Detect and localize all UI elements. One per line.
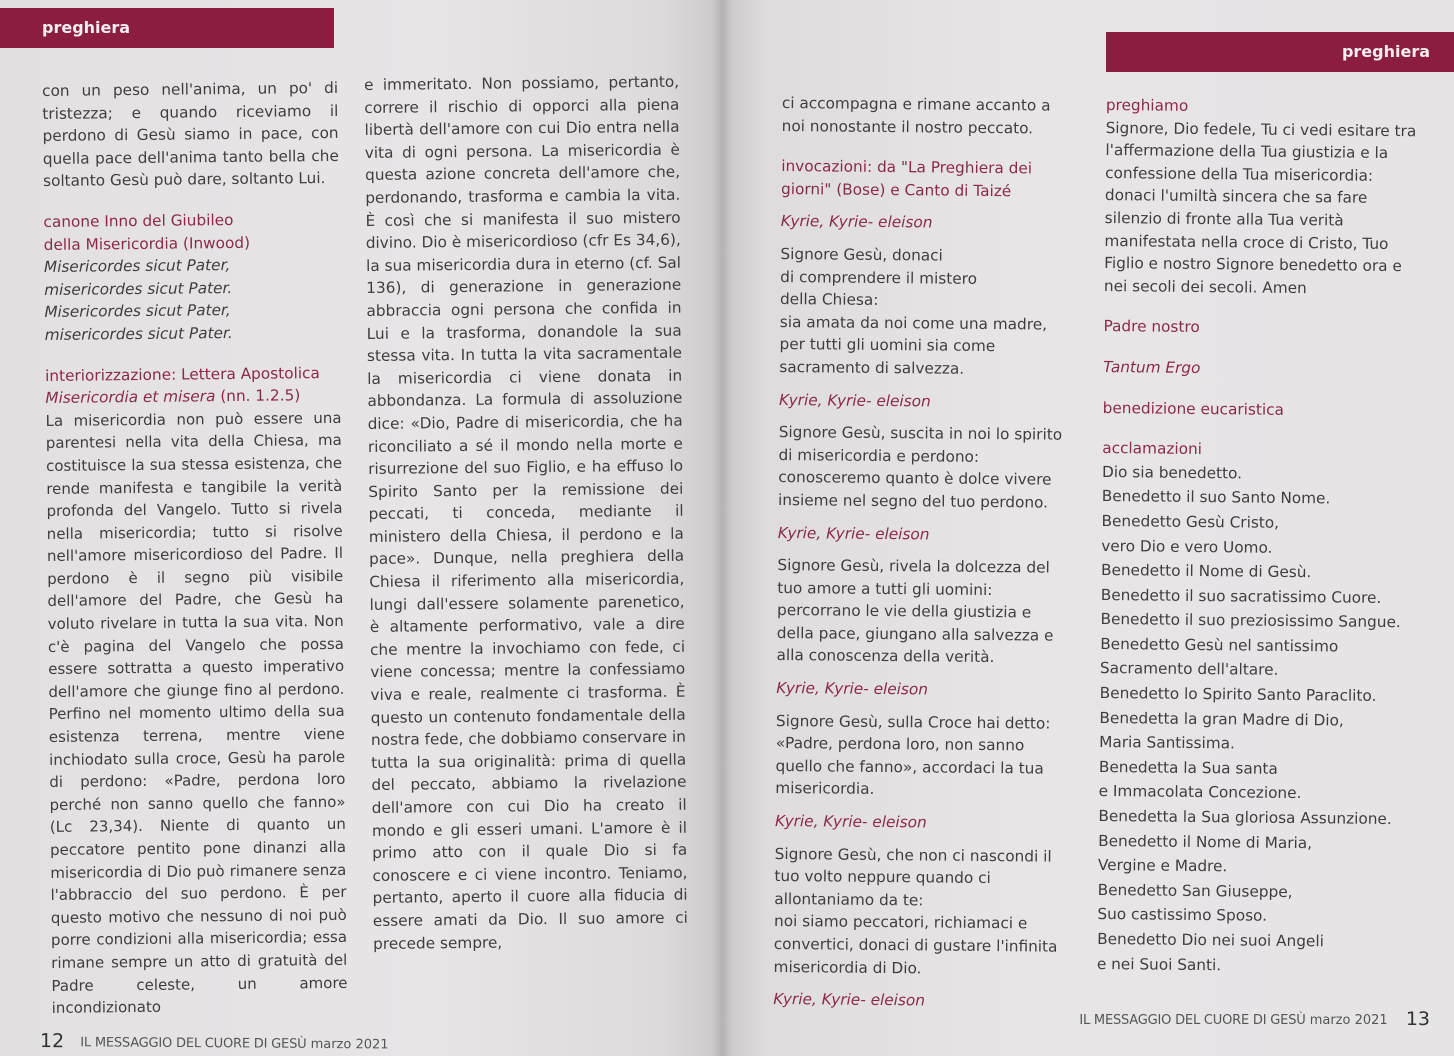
acclamation-line: Vergine e Madre. [1097,856,1228,876]
kyrie-response: Kyrie, Kyrie- eleison [777,523,930,543]
canone-title-2: della Misericordia (Inwood) [43,233,251,254]
page-footer [1079,1008,1430,1030]
acclamation-line: Benedetto il Nome di Maria, [1098,831,1313,852]
invocation: noi siamo peccatori, richiamaci e convertici, donaci di gustare l'infinita misericordia di Dio. [773,912,1058,977]
tantum-ergo: Tantum Ergo [1103,357,1201,377]
page-number: 13 [1405,1008,1430,1030]
invocazioni-title: invocazioni: da "La Preghiera dei giorni" (Bose) e Canto di Taizé [780,157,1033,200]
acclamation-line: Benedetto Gesù nel santissimo [1100,634,1339,656]
column-4 [1097,94,1426,979]
issue-date: marzo 2021 [1309,1013,1388,1028]
work-title: Misericordia et misera [45,387,216,408]
acclamation-line: Benedetto il Nome di Gesù. [1100,561,1312,582]
section-banner: preghiera [0,8,334,48]
invocation: Signore Gesù, sulla Croce hai detto: «Padre, perdona loro, non sanno quello che fanno», accordaci la tua misericordia. [775,711,1051,799]
canone-line: Misericordes sicut Pater, [44,301,231,322]
acclamation-line: Benedetto il suo sacratissimo Cuore. [1100,585,1382,607]
left-page [0,0,722,1056]
acclamation-line: Benedetta la Sua santa [1098,757,1278,778]
benedizione-eucaristica: benedizione eucaristica [1102,398,1285,419]
preghiamo-text: Signore, Dio fedele, Tu ci vedi esitare tra l'affermazione della Tua giustizia e la confessione della Tua misericordia: donaci l'umiltà sincera che sa fare silenzio di fronte alla Tua verità manifestata nella croce di Cristo, Tuo Figlio e nostro Signore benedetto ora e nei secoli dei secoli. Amen [1103,118,1417,297]
invocation: Signore Gesù, che non ci nascondi il tuo volto neppure quando ci allontaniamo da te: [774,844,1052,910]
column-3 [773,92,1078,1014]
page-number: 12 [39,1030,65,1053]
kyrie-response: Kyrie, Kyrie- eleison [773,990,926,1010]
intro-paragraph: ci accompagna e rimane accanto a noi nonostante il nostro peccato. [781,93,1051,138]
acclamation-line: Sacramento dell'altare. [1099,659,1279,680]
intro-paragraph: con un peso nell'anima, un po' di tristezza; e quando riceviamo il perdono di Gesù siamo in pace, con quella pace dell'anima tanto bella che soltanto Gesù può dare, soltanto Lui. [42,78,339,191]
acclamation-line: Benedetto lo Spirito Santo Paraclito. [1099,684,1377,705]
section-banner: preghiera [1106,32,1454,72]
canone-line: Misericordes sicut Pater, [43,256,231,277]
body-text: e immeritato. Non possiamo, pertanto, correre il rischio di opporci alla piena libertà dell'amore con cui Dio entra nella vita di ogni persona. La misericordia è questa azione concreta dell'amore che, perdonando, trasforma e cambia la vita. È così che si manifesta il suo mistero divino. Dio è misericordioso (cfr Es 34,6), la sua misericordia dura in eterno (cf. Sal 136), di generazione in generazione abbraccia ogni persona che confida in Lui e la trasforma, donandole la sua stessa vita. In tutta la vita sacramentale la misericordia ci viene donata in abbondanza. La formula di assoluzione dice: «Dio, Padre di misericordia, che ha riconciliato a sé il mondo nella morte e risurrezione del suo Figlio, e ha effuso lo Spirito Santo per la remissione dei peccati, ti conceda, mediante il ministero della Chiesa, il perdono e la pace». Dunque, nella preghiera della Chiesa il riferimento alla misericordia, lungi dall'essere solamente parenetico, è altamente performativo, vale a dire che mentre la invochiamo con fede, ci viene concessa; mentre la confessiamo viva e reale, realmente ci trasforma. È questo un contenuto fondamentale della nostra fede, che dobbiamo conservare in tutta la sua originalità: prima di quella del peccato, abbiamo la rivelazione dell'amore con cui Dio ha creato il mondo e gli esseri umani. L'amore è il primo atto con il quale Dio si fa conoscere e ci viene incontro. Teniamo, pertanto, aperto il cuore alla fiducia di essere amati da Dio. Il suo amore ci precede sempre, [364,72,688,953]
acclamation-line: Benedetto il suo Santo Nome. [1101,487,1331,508]
interiorizzazione-source [45,384,341,410]
page-footer [40,1030,389,1054]
canone-line: misericordes sicut Pater. [44,278,233,299]
right-page [722,0,1454,1056]
book-gutter [712,0,732,1056]
acclamazioni-list [1097,460,1422,980]
magazine-name: IL MESSAGGIO DEL CUORE DI GESÙ [80,1035,307,1052]
invocation: Signore Gesù, suscita in noi lo spirito di misericordia e perdono: conosceremo quanto è dolce vivere insieme nel segno del tuo perdono. [777,423,1063,512]
acclamation-line: e Immacolata Concezione. [1098,782,1302,803]
canone-line: misericordes sicut Pater. [44,323,233,344]
column-1 [42,77,348,1020]
magazine-name: IL MESSAGGIO DEL CUORE DI GESÙ [1079,1013,1306,1028]
acclamation-line: Benedetto Dio nei suoi Angeli [1097,929,1324,951]
work-ref: (nn. 1.2.5) [215,386,301,406]
padre-nostro: Padre nostro [1103,317,1200,337]
interiorizzazione-title: interiorizzazione: Lettera Apostolica [45,363,320,385]
invocation-line: Signore Gesù, donaci [780,244,943,265]
body-text: La misericordia non può essere una parentesi nella vita della Chiesa, ma costituisce la sua stessa esistenza, che rende manifesta e tangibile la verità profonda del Vangelo. Tutto si rivela nella misericordia; tutto si risolve nell'amore misericordioso del Padre. Il perdono è il segno più visibile dell'amore del Padre, che Gesù ha voluto rivelare in tutta la sua vita. Non c'è pagina del Vangelo che possa essere sottratta a questo imperativo dell'amore che giunge fino al perdono. Perfino nel momento ultimo della sua esistenza terrena, mentre viene inchiodato sulla croce, Gesù ha parole di perdono: «Padre, perdona loro perché non sanno quello che fanno» (Lc 23,34). Niente di quanto un peccatore pentito pone dinanzi alla misericordia di Dio può rimanere senza l'abbraccio del suo perdono. È per questo motivo che nessuno di noi può porre condizioni alla misericordia; essa rimane sempre un atto di gratuità del Padre celeste, un amore incondizionato [45,408,348,1018]
invocation-line: della Chiesa: [779,290,879,310]
acclamation-line: Benedetto San Giuseppe, [1097,880,1293,901]
acclamation-line: Benedetta la Sua gloriosa Assunzione. [1098,806,1392,829]
invocation-line: di comprendere il mistero [780,267,978,288]
kyrie-response: Kyrie, Kyrie- eleison [778,390,931,410]
acclamation-line: e nei Suoi Santi. [1096,954,1222,974]
acclamazioni-title: acclamazioni [1102,439,1203,459]
acclamation-line: Dio sia benedetto. [1101,462,1243,483]
issue-date: marzo 2021 [310,1036,389,1053]
kyrie-response: Kyrie, Kyrie- eleison [780,212,933,232]
acclamation-line: vero Dio e vero Uomo. [1101,536,1273,557]
acclamation-line: Suo castissimo Sposo. [1097,905,1268,926]
kyrie-response: Kyrie, Kyrie- eleison [774,811,927,832]
kyrie-response: Kyrie, Kyrie- eleison [776,679,929,699]
acclamation-line: Benedetta la gran Madre di Dio, [1099,708,1344,730]
canone-title: canone Inno del Giubileo [43,210,234,231]
acclamation-line: Benedetto il suo preziosissimo Sangue. [1100,610,1401,632]
column-2 [364,71,688,955]
acclamation-line: Benedetto Gesù Cristo, [1101,511,1280,532]
acclamation-line: Maria Santissima. [1099,733,1236,753]
invocation-line: sia amata da noi come una madre, per tutti gli uomini sia come sacramento di salvezza. [779,312,1048,378]
invocation: Signore Gesù, rivela la dolcezza del tuo amore a tutti gli uomini: percorrano le vie della giustizia e della pace, giungano alla salvezza e alla conoscenza della verità. [776,556,1054,667]
preghiamo-title: preghiamo [1105,95,1189,115]
